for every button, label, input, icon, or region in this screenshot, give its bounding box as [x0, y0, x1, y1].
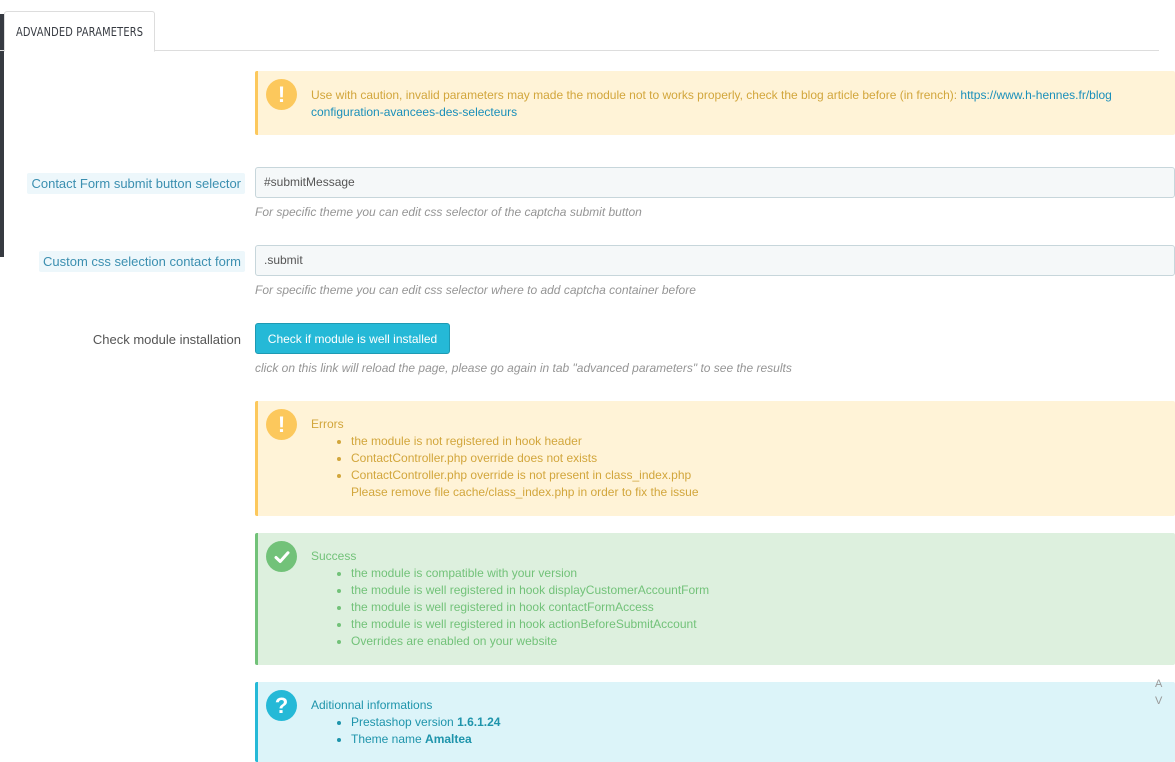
warning-icon: ! — [266, 409, 297, 440]
submit-selector-label: Contact Form submit button selector — [27, 173, 245, 194]
check-install-button[interactable]: Check if module is well installed — [255, 323, 450, 354]
theme-name-label: Theme name — [351, 732, 426, 746]
list-item: • Overrides are enabled on your website — [351, 633, 1175, 650]
blog-link[interactable]: https://www.h-hennes.fr/blog — [960, 88, 1112, 102]
check-install-help: click on this link will reload the page, please go again in tab "advanced parameters" to see the results — [255, 361, 792, 375]
list-item: • the module is well registered in hook displayCustomerAccountForm — [351, 582, 1175, 599]
errors-title: Errors — [311, 417, 344, 431]
prestashop-version-label: Prestashop version — [351, 715, 458, 729]
css-selection-input[interactable]: .submit — [255, 245, 1175, 276]
tab-advanced-parameters[interactable] — [4, 11, 155, 52]
tab-bar — [0, 0, 1159, 51]
check-icon — [266, 541, 297, 572]
list-item: • the module is well registered in hook contactFormAccess — [351, 599, 1175, 616]
list-item — [351, 731, 1175, 748]
caution-text: Use with caution, invalid parameters may made the module not to works properly, check the blog article before (in french): — [311, 88, 961, 102]
blog-link-continued[interactable]: configuration-avancees-des-selecteurs — [311, 105, 518, 119]
clipped-text: V — [1155, 695, 1163, 707]
success-alert — [255, 533, 1175, 665]
list-item: • the module is well registered in hook actionBeforeSubmitAccount — [351, 616, 1175, 633]
submit-selector-input[interactable]: #submitMessage — [255, 167, 1175, 198]
errors-alert — [255, 401, 1175, 516]
clipped-text: A — [1155, 678, 1163, 690]
theme-name-value: Amaltea — [425, 732, 472, 746]
list-item: • ContactController.php override is not present in class_index.php — [351, 467, 1175, 484]
info-title: Aditionnal informations — [311, 698, 433, 712]
success-title: Success — [311, 549, 357, 563]
css-selection-label: Custom css selection contact form — [39, 251, 245, 272]
tab-label: ADVANDED PARAMETERS — [15, 24, 144, 39]
caution-alert — [255, 71, 1175, 135]
list-item: • the module is compatible with your version — [351, 565, 1175, 582]
errors-note: Please remove file cache/class_index.php in order to fix the issue — [351, 485, 699, 499]
question-icon: ? — [266, 690, 297, 721]
check-install-label: Check module installation — [92, 332, 241, 347]
info-alert — [255, 682, 1175, 762]
list-item: • the module is not registered in hook header — [351, 433, 1175, 450]
submit-selector-help: For specific theme you can edit css selector of the captcha submit button — [255, 205, 642, 219]
list-item — [351, 714, 1175, 731]
prestashop-version-value: 1.6.1.24 — [457, 715, 501, 729]
list-item: • ContactController.php override does not exists — [351, 450, 1175, 467]
css-selection-help: For specific theme you can edit css selector where to add captcha container before — [255, 283, 696, 297]
warning-icon: ! — [266, 79, 297, 110]
